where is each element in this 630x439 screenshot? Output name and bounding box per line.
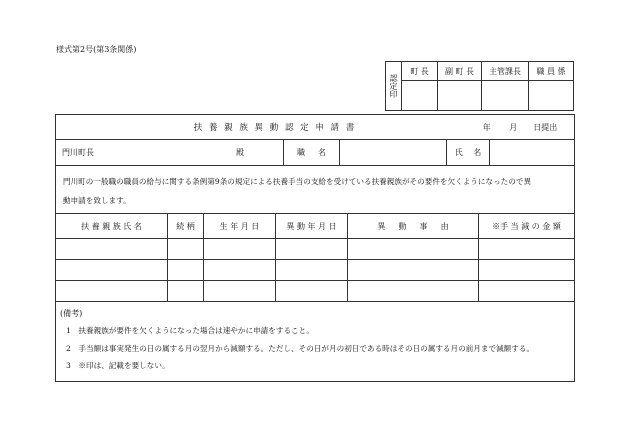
header-relation: 続 柄 — [176, 221, 195, 231]
header-allowance-reduction: ※手 当 減 の 金 額 — [492, 221, 561, 231]
position-label: 職 名 — [296, 148, 327, 157]
table-row[interactable] — [56, 239, 574, 259]
header-change-date: 異 動 年 月 日 — [286, 221, 337, 231]
table-row[interactable] — [56, 260, 574, 280]
approval-col-staff: 職 員 係 — [536, 66, 566, 76]
notes-heading: (備考) — [60, 309, 83, 318]
name-field[interactable] — [490, 140, 574, 165]
honorific: 殿 — [236, 148, 244, 157]
note-item-1: 1 扶養親族が要件を欠くようになった場合は速やかに申請をすること。 — [66, 326, 314, 335]
note-item-3: 3 ※印は、記載を要しない。 — [66, 361, 170, 370]
approval-col-mayor: 町 長 — [410, 66, 429, 76]
form-number: 様式第2号(第3条関係) — [56, 45, 137, 54]
approval-stamp-label: 認定印 — [389, 74, 398, 98]
request-body-text-line2: 動申請を致します。 — [63, 196, 131, 205]
table-row[interactable] — [56, 281, 574, 301]
position-field[interactable] — [340, 140, 446, 165]
note-item-2: 2 手当額は事実発生の日の属する月の翌月から減額する。ただし、その日が月の初日である時はその日の属する月の前月まで減額する。 — [66, 344, 535, 353]
approval-stamp-cell-section-chief[interactable] — [482, 81, 528, 110]
approval-col-deputy-mayor: 副 町 長 — [444, 66, 475, 76]
approval-stamp-cell-mayor[interactable] — [402, 81, 437, 110]
form-title: 扶 養 親 族 異 動 認 定 申 請 書 — [193, 123, 357, 133]
addressee: 門川町長 — [62, 148, 94, 157]
approval-col-section-chief: 主管課長 — [489, 66, 521, 76]
request-body-text: 門川町の一般職の職員の給与に関する条例第9条の規定による扶養手当の支給を受けている扶養親族がその要件を欠くようになったので異 — [63, 177, 532, 186]
header-birth-date: 生 年 月 日 — [219, 221, 260, 231]
header-reason: 異 動 事 由 — [377, 221, 449, 231]
submission-date[interactable]: 年 月 日提出 — [482, 122, 558, 132]
approval-stamp-cell-deputy-mayor[interactable] — [438, 81, 481, 110]
name-label: 氏 名 — [454, 148, 482, 157]
header-dependent-name: 扶 養 親 族 氏 名 — [81, 221, 142, 231]
approval-stamp-cell-staff[interactable] — [529, 81, 573, 110]
